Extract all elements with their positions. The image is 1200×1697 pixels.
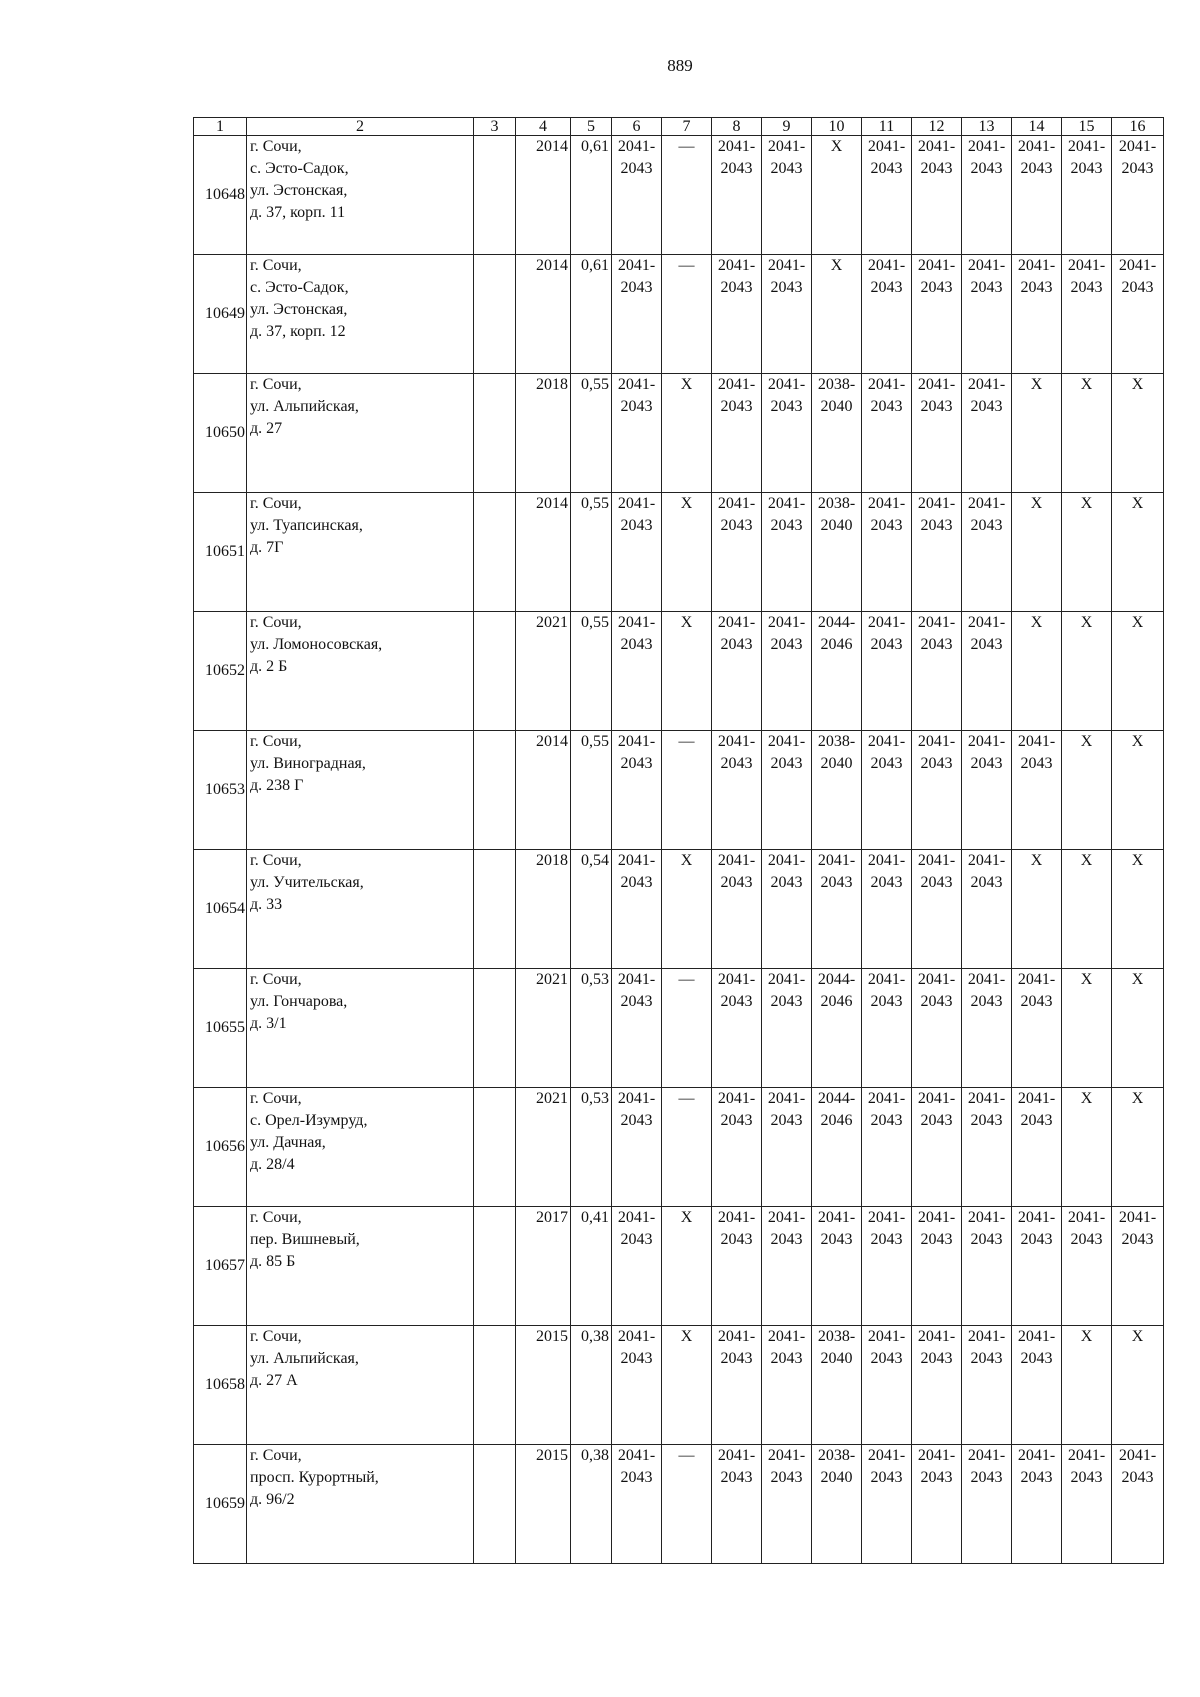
table-row <box>194 1445 1164 1564</box>
value-cell-c4: 2018 <box>516 374 571 493</box>
value-cell-c9: 2041- 2043 <box>762 731 812 850</box>
column-number-cell: 16 <box>1112 118 1164 136</box>
value-cell-c7: — <box>662 1445 712 1564</box>
value-cell-c7: X <box>662 1326 712 1445</box>
value-cell-c9: 2041- 2043 <box>762 1207 812 1326</box>
value-cell-c11: 2041- 2043 <box>862 1445 912 1564</box>
address-line: д. 3/1 <box>250 1015 287 1032</box>
value-cell-c15: X <box>1062 850 1112 969</box>
column-number-cell: 9 <box>762 118 812 136</box>
value-cell-c8: 2041- 2043 <box>712 1207 762 1326</box>
value-cell-c12: 2041- 2043 <box>912 136 962 255</box>
value-cell-c13: 2041- 2043 <box>962 850 1012 969</box>
value-cell-c5: 0,61 <box>571 136 612 255</box>
address-line: ул. Дачная, <box>250 1134 326 1151</box>
value-cell-c4: 2014 <box>516 731 571 850</box>
value-cell-c8: 2041- 2043 <box>712 1088 762 1207</box>
value-cell-c12: 2041- 2043 <box>912 850 962 969</box>
value-cell-c13: 2041- 2043 <box>962 969 1012 1088</box>
row-id-cell: 10657 <box>194 1207 247 1326</box>
value-cell-c11: 2041- 2043 <box>862 969 912 1088</box>
address-line: г. Сочи, <box>250 1328 302 1345</box>
value-cell-c10: 2041- 2043 <box>812 1207 862 1326</box>
address-cell <box>247 731 474 850</box>
value-cell-c15: X <box>1062 493 1112 612</box>
value-cell-c3 <box>474 1445 516 1564</box>
address-cell <box>247 1445 474 1564</box>
value-cell-c3 <box>474 731 516 850</box>
column-number-cell: 15 <box>1062 118 1112 136</box>
value-cell-c5: 0,38 <box>571 1326 612 1445</box>
value-cell-c16: 2041- 2043 <box>1112 1207 1164 1326</box>
value-cell-c14: 2041- 2043 <box>1012 1207 1062 1326</box>
address-line: г. Сочи, <box>250 614 302 631</box>
value-cell-c3 <box>474 1326 516 1445</box>
value-cell-c9: 2041- 2043 <box>762 969 812 1088</box>
address-line: с. Орел-Изумруд, <box>250 1112 368 1129</box>
address-line: ул. Ломоносовская, <box>250 636 383 653</box>
value-cell-c15: X <box>1062 612 1112 731</box>
column-number-cell: 4 <box>516 118 571 136</box>
value-cell-c4: 2021 <box>516 969 571 1088</box>
row-id-cell: 10648 <box>194 136 247 255</box>
value-cell-c9: 2041- 2043 <box>762 136 812 255</box>
address-line: д. 37, корп. 11 <box>250 204 346 221</box>
value-cell-c15: X <box>1062 731 1112 850</box>
value-cell-c3 <box>474 612 516 731</box>
value-cell-c13: 2041- 2043 <box>962 1207 1012 1326</box>
value-cell-c4: 2014 <box>516 255 571 374</box>
value-cell-c11: 2041- 2043 <box>862 493 912 612</box>
value-cell-c13: 2041- 2043 <box>962 612 1012 731</box>
value-cell-c4: 2014 <box>516 136 571 255</box>
table-row <box>194 612 1164 731</box>
table-row <box>194 374 1164 493</box>
row-id-cell: 10651 <box>194 493 247 612</box>
value-cell-c6: 2041- 2043 <box>612 612 662 731</box>
value-cell-c10: 2038- 2040 <box>812 1326 862 1445</box>
value-cell-c4: 2014 <box>516 493 571 612</box>
address-line: ул. Туапсинская, <box>250 517 363 534</box>
value-cell-c8: 2041- 2043 <box>712 969 762 1088</box>
value-cell-c6: 2041- 2043 <box>612 850 662 969</box>
address-cell <box>247 969 474 1088</box>
address-line: ул. Гончарова, <box>250 993 348 1010</box>
value-cell-c9: 2041- 2043 <box>762 1326 812 1445</box>
value-cell-c10: 2038- 2040 <box>812 493 862 612</box>
address-line: г. Сочи, <box>250 971 302 988</box>
value-cell-c5: 0,55 <box>571 374 612 493</box>
value-cell-c6: 2041- 2043 <box>612 255 662 374</box>
value-cell-c3 <box>474 374 516 493</box>
value-cell-c15: X <box>1062 969 1112 1088</box>
value-cell-c15: 2041- 2043 <box>1062 255 1112 374</box>
row-id-cell: 10653 <box>194 731 247 850</box>
address-line: ул. Виноградная, <box>250 755 366 772</box>
value-cell-c8: 2041- 2043 <box>712 612 762 731</box>
value-cell-c7: X <box>662 1207 712 1326</box>
value-cell-c5: 0,55 <box>571 493 612 612</box>
column-number-cell: 12 <box>912 118 962 136</box>
value-cell-c5: 0,53 <box>571 969 612 1088</box>
value-cell-c16: X <box>1112 1326 1164 1445</box>
value-cell-c5: 0,55 <box>571 731 612 850</box>
value-cell-c12: 2041- 2043 <box>912 1326 962 1445</box>
value-cell-c3 <box>474 1088 516 1207</box>
column-number-cell: 3 <box>474 118 516 136</box>
value-cell-c10: 2038- 2040 <box>812 731 862 850</box>
address-line: г. Сочи, <box>250 257 302 274</box>
table-row <box>194 850 1164 969</box>
row-id-cell: 10655 <box>194 969 247 1088</box>
address-line: с. Эсто-Садок, <box>250 279 349 296</box>
value-cell-c13: 2041- 2043 <box>962 1326 1012 1445</box>
table-row <box>194 493 1164 612</box>
address-line: г. Сочи, <box>250 1090 302 1107</box>
row-id-cell: 10654 <box>194 850 247 969</box>
value-cell-c10: 2041- 2043 <box>812 850 862 969</box>
address-line: г. Сочи, <box>250 1209 302 1226</box>
value-cell-c16: X <box>1112 850 1164 969</box>
value-cell-c14: 2041- 2043 <box>1012 136 1062 255</box>
value-cell-c14: 2041- 2043 <box>1012 1326 1062 1445</box>
value-cell-c14: X <box>1012 374 1062 493</box>
value-cell-c10: X <box>812 255 862 374</box>
table-row <box>194 255 1164 374</box>
value-cell-c10: 2044- 2046 <box>812 1088 862 1207</box>
value-cell-c13: 2041- 2043 <box>962 1445 1012 1564</box>
value-cell-c14: X <box>1012 850 1062 969</box>
address-line: ул. Эстонская, <box>250 301 348 318</box>
value-cell-c12: 2041- 2043 <box>912 493 962 612</box>
value-cell-c10: 2038- 2040 <box>812 374 862 493</box>
address-line: с. Эсто-Садок, <box>250 160 349 177</box>
address-line: просп. Курортный, <box>250 1469 379 1486</box>
value-cell-c14: X <box>1012 493 1062 612</box>
value-cell-c7: X <box>662 850 712 969</box>
address-line: г. Сочи, <box>250 852 302 869</box>
address-line: д. 28/4 <box>250 1156 295 1173</box>
value-cell-c16: X <box>1112 493 1164 612</box>
value-cell-c4: 2021 <box>516 612 571 731</box>
address-line: пер. Вишневый, <box>250 1231 360 1248</box>
value-cell-c5: 0,41 <box>571 1207 612 1326</box>
address-line: д. 96/2 <box>250 1491 295 1508</box>
value-cell-c3 <box>474 1207 516 1326</box>
value-cell-c12: 2041- 2043 <box>912 255 962 374</box>
table-row <box>194 1207 1164 1326</box>
value-cell-c4: 2021 <box>516 1088 571 1207</box>
value-cell-c11: 2041- 2043 <box>862 1326 912 1445</box>
value-cell-c14: 2041- 2043 <box>1012 1445 1062 1564</box>
value-cell-c7: X <box>662 374 712 493</box>
value-cell-c9: 2041- 2043 <box>762 612 812 731</box>
value-cell-c12: 2041- 2043 <box>912 1207 962 1326</box>
value-cell-c10: 2044- 2046 <box>812 612 862 731</box>
value-cell-c10: 2038- 2040 <box>812 1445 862 1564</box>
value-cell-c15: X <box>1062 1326 1112 1445</box>
value-cell-c7: X <box>662 612 712 731</box>
value-cell-c13: 2041- 2043 <box>962 136 1012 255</box>
row-id-cell: 10649 <box>194 255 247 374</box>
value-cell-c9: 2041- 2043 <box>762 1088 812 1207</box>
address-cell <box>247 493 474 612</box>
value-cell-c8: 2041- 2043 <box>712 374 762 493</box>
address-line: д. 85 Б <box>250 1253 296 1270</box>
address-cell <box>247 136 474 255</box>
value-cell-c9: 2041- 2043 <box>762 493 812 612</box>
value-cell-c5: 0,54 <box>571 850 612 969</box>
value-cell-c10: 2044- 2046 <box>812 969 862 1088</box>
value-cell-c15: X <box>1062 1088 1112 1207</box>
value-cell-c12: 2041- 2043 <box>912 1445 962 1564</box>
value-cell-c3 <box>474 969 516 1088</box>
column-number-cell: 2 <box>247 118 474 136</box>
value-cell-c11: 2041- 2043 <box>862 731 912 850</box>
value-cell-c8: 2041- 2043 <box>712 850 762 969</box>
value-cell-c3 <box>474 850 516 969</box>
value-cell-c11: 2041- 2043 <box>862 374 912 493</box>
value-cell-c12: 2041- 2043 <box>912 1088 962 1207</box>
value-cell-c6: 2041- 2043 <box>612 1088 662 1207</box>
value-cell-c12: 2041- 2043 <box>912 374 962 493</box>
row-id-cell: 10656 <box>194 1088 247 1207</box>
value-cell-c12: 2041- 2043 <box>912 969 962 1088</box>
value-cell-c13: 2041- 2043 <box>962 255 1012 374</box>
address-line: ул. Альпийская, <box>250 398 359 415</box>
address-cell <box>247 255 474 374</box>
value-cell-c6: 2041- 2043 <box>612 136 662 255</box>
value-cell-c6: 2041- 2043 <box>612 1326 662 1445</box>
address-line: г. Сочи, <box>250 495 302 512</box>
value-cell-c13: 2041- 2043 <box>962 374 1012 493</box>
value-cell-c8: 2041- 2043 <box>712 731 762 850</box>
table-row <box>194 731 1164 850</box>
column-number-cell: 10 <box>812 118 862 136</box>
value-cell-c5: 0,61 <box>571 255 612 374</box>
value-cell-c6: 2041- 2043 <box>612 1207 662 1326</box>
value-cell-c14: 2041- 2043 <box>1012 255 1062 374</box>
value-cell-c6: 2041- 2043 <box>612 374 662 493</box>
row-id-cell: 10658 <box>194 1326 247 1445</box>
column-number-cell: 14 <box>1012 118 1062 136</box>
row-id-cell: 10650 <box>194 374 247 493</box>
value-cell-c8: 2041- 2043 <box>712 1326 762 1445</box>
address-line: д. 33 <box>250 896 283 913</box>
address-line: г. Сочи, <box>250 1447 302 1464</box>
value-cell-c9: 2041- 2043 <box>762 255 812 374</box>
value-cell-c5: 0,55 <box>571 612 612 731</box>
address-line: г. Сочи, <box>250 733 302 750</box>
value-cell-c8: 2041- 2043 <box>712 136 762 255</box>
value-cell-c3 <box>474 493 516 612</box>
value-cell-c16: X <box>1112 612 1164 731</box>
value-cell-c11: 2041- 2043 <box>862 1207 912 1326</box>
row-id-cell: 10659 <box>194 1445 247 1564</box>
value-cell-c16: X <box>1112 1088 1164 1207</box>
value-cell-c7: X <box>662 493 712 612</box>
address-line: г. Сочи, <box>250 376 302 393</box>
value-cell-c16: 2041- 2043 <box>1112 255 1164 374</box>
address-line: ул. Эстонская, <box>250 182 348 199</box>
value-cell-c9: 2041- 2043 <box>762 374 812 493</box>
value-cell-c7: — <box>662 255 712 374</box>
address-line: ул. Альпийская, <box>250 1350 359 1367</box>
value-cell-c14: 2041- 2043 <box>1012 969 1062 1088</box>
value-cell-c9: 2041- 2043 <box>762 1445 812 1564</box>
value-cell-c14: X <box>1012 612 1062 731</box>
value-cell-c10: X <box>812 136 862 255</box>
value-cell-c16: 2041- 2043 <box>1112 1445 1164 1564</box>
value-cell-c16: X <box>1112 969 1164 1088</box>
address-line: д. 2 Б <box>250 658 288 675</box>
value-cell-c7: — <box>662 136 712 255</box>
table-row <box>194 1326 1164 1445</box>
value-cell-c15: 2041- 2043 <box>1062 1207 1112 1326</box>
table-row <box>194 969 1164 1088</box>
address-cell <box>247 374 474 493</box>
address-line: г. Сочи, <box>250 138 302 155</box>
value-cell-c8: 2041- 2043 <box>712 1445 762 1564</box>
value-cell-c11: 2041- 2043 <box>862 255 912 374</box>
address-line: д. 37, корп. 12 <box>250 323 346 340</box>
value-cell-c11: 2041- 2043 <box>862 850 912 969</box>
value-cell-c14: 2041- 2043 <box>1012 731 1062 850</box>
value-cell-c5: 0,38 <box>571 1445 612 1564</box>
address-line: ул. Учительская, <box>250 874 364 891</box>
address-line: д. 7Г <box>250 539 284 556</box>
value-cell-c12: 2041- 2043 <box>912 731 962 850</box>
value-cell-c16: X <box>1112 731 1164 850</box>
address-line: д. 27 А <box>250 1372 298 1389</box>
value-cell-c16: 2041- 2043 <box>1112 136 1164 255</box>
value-cell-c6: 2041- 2043 <box>612 1445 662 1564</box>
address-line: д. 27 <box>250 420 283 437</box>
column-number-cell: 8 <box>712 118 762 136</box>
value-cell-c14: 2041- 2043 <box>1012 1088 1062 1207</box>
value-cell-c11: 2041- 2043 <box>862 612 912 731</box>
address-cell <box>247 850 474 969</box>
value-cell-c6: 2041- 2043 <box>612 969 662 1088</box>
value-cell-c4: 2015 <box>516 1445 571 1564</box>
address-cell <box>247 1326 474 1445</box>
column-number-cell: 6 <box>612 118 662 136</box>
value-cell-c7: — <box>662 969 712 1088</box>
column-number-cell: 13 <box>962 118 1012 136</box>
value-cell-c6: 2041- 2043 <box>612 493 662 612</box>
column-number-row <box>194 118 1164 136</box>
value-cell-c11: 2041- 2043 <box>862 1088 912 1207</box>
column-number-cell: 5 <box>571 118 612 136</box>
value-cell-c15: 2041- 2043 <box>1062 136 1112 255</box>
register-table <box>193 117 1164 1564</box>
value-cell-c13: 2041- 2043 <box>962 1088 1012 1207</box>
address-cell <box>247 1207 474 1326</box>
value-cell-c4: 2017 <box>516 1207 571 1326</box>
address-line: д. 238 Г <box>250 777 304 794</box>
value-cell-c12: 2041- 2043 <box>912 612 962 731</box>
column-number-cell: 1 <box>194 118 247 136</box>
value-cell-c7: — <box>662 1088 712 1207</box>
value-cell-c11: 2041- 2043 <box>862 136 912 255</box>
value-cell-c4: 2015 <box>516 1326 571 1445</box>
value-cell-c4: 2018 <box>516 850 571 969</box>
column-number-cell: 7 <box>662 118 712 136</box>
value-cell-c9: 2041- 2043 <box>762 850 812 969</box>
column-number-cell: 11 <box>862 118 912 136</box>
row-id-cell: 10652 <box>194 612 247 731</box>
value-cell-c5: 0,53 <box>571 1088 612 1207</box>
value-cell-c6: 2041- 2043 <box>612 731 662 850</box>
value-cell-c15: 2041- 2043 <box>1062 1445 1112 1564</box>
value-cell-c8: 2041- 2043 <box>712 493 762 612</box>
table-row <box>194 1088 1164 1207</box>
table-row <box>194 136 1164 255</box>
value-cell-c16: X <box>1112 374 1164 493</box>
value-cell-c7: — <box>662 731 712 850</box>
value-cell-c13: 2041- 2043 <box>962 731 1012 850</box>
value-cell-c13: 2041- 2043 <box>962 493 1012 612</box>
address-cell <box>247 1088 474 1207</box>
value-cell-c3 <box>474 136 516 255</box>
address-cell <box>247 612 474 731</box>
value-cell-c8: 2041- 2043 <box>712 255 762 374</box>
value-cell-c3 <box>474 255 516 374</box>
value-cell-c15: X <box>1062 374 1112 493</box>
page-number: 889 <box>667 56 693 75</box>
